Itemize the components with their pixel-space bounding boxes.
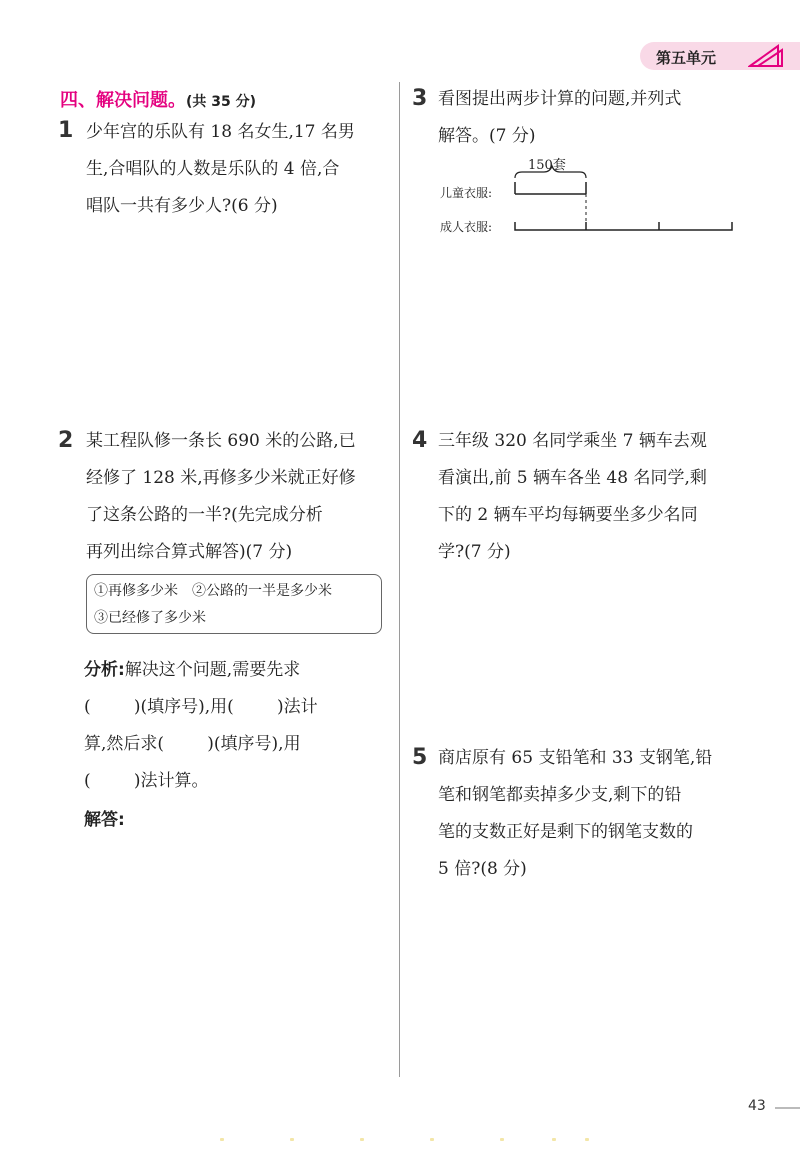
question-number-1: 1 — [58, 118, 74, 143]
section-score: (共 35 分) — [186, 94, 257, 110]
footer-dot — [430, 1138, 434, 1141]
question-line: 再列出综合算式解答)(7 分) — [86, 542, 293, 562]
question-number-5: 5 — [412, 745, 428, 770]
question-4-text — [438, 423, 740, 571]
column-divider — [399, 82, 400, 1077]
question-5-text — [438, 740, 740, 888]
footer-dot — [585, 1138, 589, 1141]
question-line: 少年宫的乐队有 18 名女生,17 名男 — [86, 122, 355, 142]
question-line: 唱队一共有多少人?(6 分) — [86, 196, 278, 216]
analysis-block — [84, 652, 388, 839]
footer-dot — [360, 1138, 364, 1141]
row-label-children: 儿童衣服: — [440, 186, 493, 200]
row-label-adults: 成人衣服: — [440, 220, 493, 234]
section-title — [60, 86, 256, 112]
hint-row — [94, 605, 381, 632]
footer-decoration — [0, 1138, 800, 1144]
question-number-4: 4 — [412, 428, 428, 453]
question-3-text — [438, 81, 740, 155]
question-line: 商店原有 65 支铅笔和 33 支钢笔,铅 — [438, 748, 713, 768]
analysis-line: 算,然后求( )(填序号),用 — [84, 734, 301, 754]
analysis-text: 解决这个问题,需要先求 — [124, 660, 301, 680]
analysis-line — [84, 652, 388, 689]
question-line: 下的 2 辆车平均每辆要坐多少名同 — [438, 505, 698, 525]
analysis-line: ( )(填序号),用( )法计 — [84, 697, 318, 717]
page-number: 43 — [748, 1098, 766, 1114]
question-line: 笔和钢笔都卖掉多少支,剩下的铅 — [438, 785, 682, 805]
question-1-text — [86, 114, 388, 225]
unit-label: 第五单元 — [656, 49, 717, 67]
question-line: 看演出,前 5 辆车各坐 48 名同学,剩 — [438, 468, 707, 488]
analysis-label: 分析: — [84, 660, 125, 680]
question-number-2: 2 — [58, 428, 74, 453]
line-segment-diagram — [436, 150, 756, 240]
hint-box — [86, 574, 382, 634]
question-line: 了这条公路的一半?(先完成分析 — [86, 505, 323, 525]
question-line: 学?(7 分) — [438, 542, 511, 562]
triangle-ruler-icon — [748, 44, 784, 68]
footer-dot — [290, 1138, 294, 1141]
question-line: 经修了 128 米,再修多少米就正好修 — [86, 468, 356, 488]
unit-tab — [640, 42, 800, 70]
page-number-rule — [775, 1107, 800, 1109]
question-2-text — [86, 423, 388, 571]
hint-item: ①再修多少米 — [94, 583, 178, 599]
footer-dot — [552, 1138, 556, 1141]
brace-label: 150套 — [528, 158, 566, 173]
hint-row — [94, 578, 381, 605]
hint-item: ③已经修了多少米 — [94, 610, 206, 626]
footer-dot — [500, 1138, 504, 1141]
question-line: 笔的支数正好是剩下的钢笔支数的 — [438, 822, 693, 842]
hint-item: ②公路的一半是多少米 — [192, 583, 332, 599]
brace — [515, 166, 586, 178]
question-line: 解答。(7 分) — [438, 126, 536, 146]
answer-label: 解答: — [84, 810, 125, 830]
question-line: 三年级 320 名同学乘坐 7 辆车去观 — [438, 431, 707, 451]
question-line: 生,合唱队的人数是乐队的 4 倍,合 — [86, 159, 340, 179]
question-line: 某工程队修一条长 690 米的公路,已 — [86, 431, 356, 451]
section-title-text: 四、解决问题。 — [60, 90, 186, 111]
question-number-3: 3 — [412, 86, 428, 111]
adults-segment — [515, 222, 732, 230]
children-segment — [515, 182, 586, 194]
analysis-line: ( )法计算。 — [84, 771, 209, 791]
question-line: 5 倍?(8 分) — [438, 859, 527, 879]
segment-lines — [436, 150, 756, 240]
footer-dot — [220, 1138, 224, 1141]
question-line: 看图提出两步计算的问题,并列式 — [438, 89, 682, 109]
